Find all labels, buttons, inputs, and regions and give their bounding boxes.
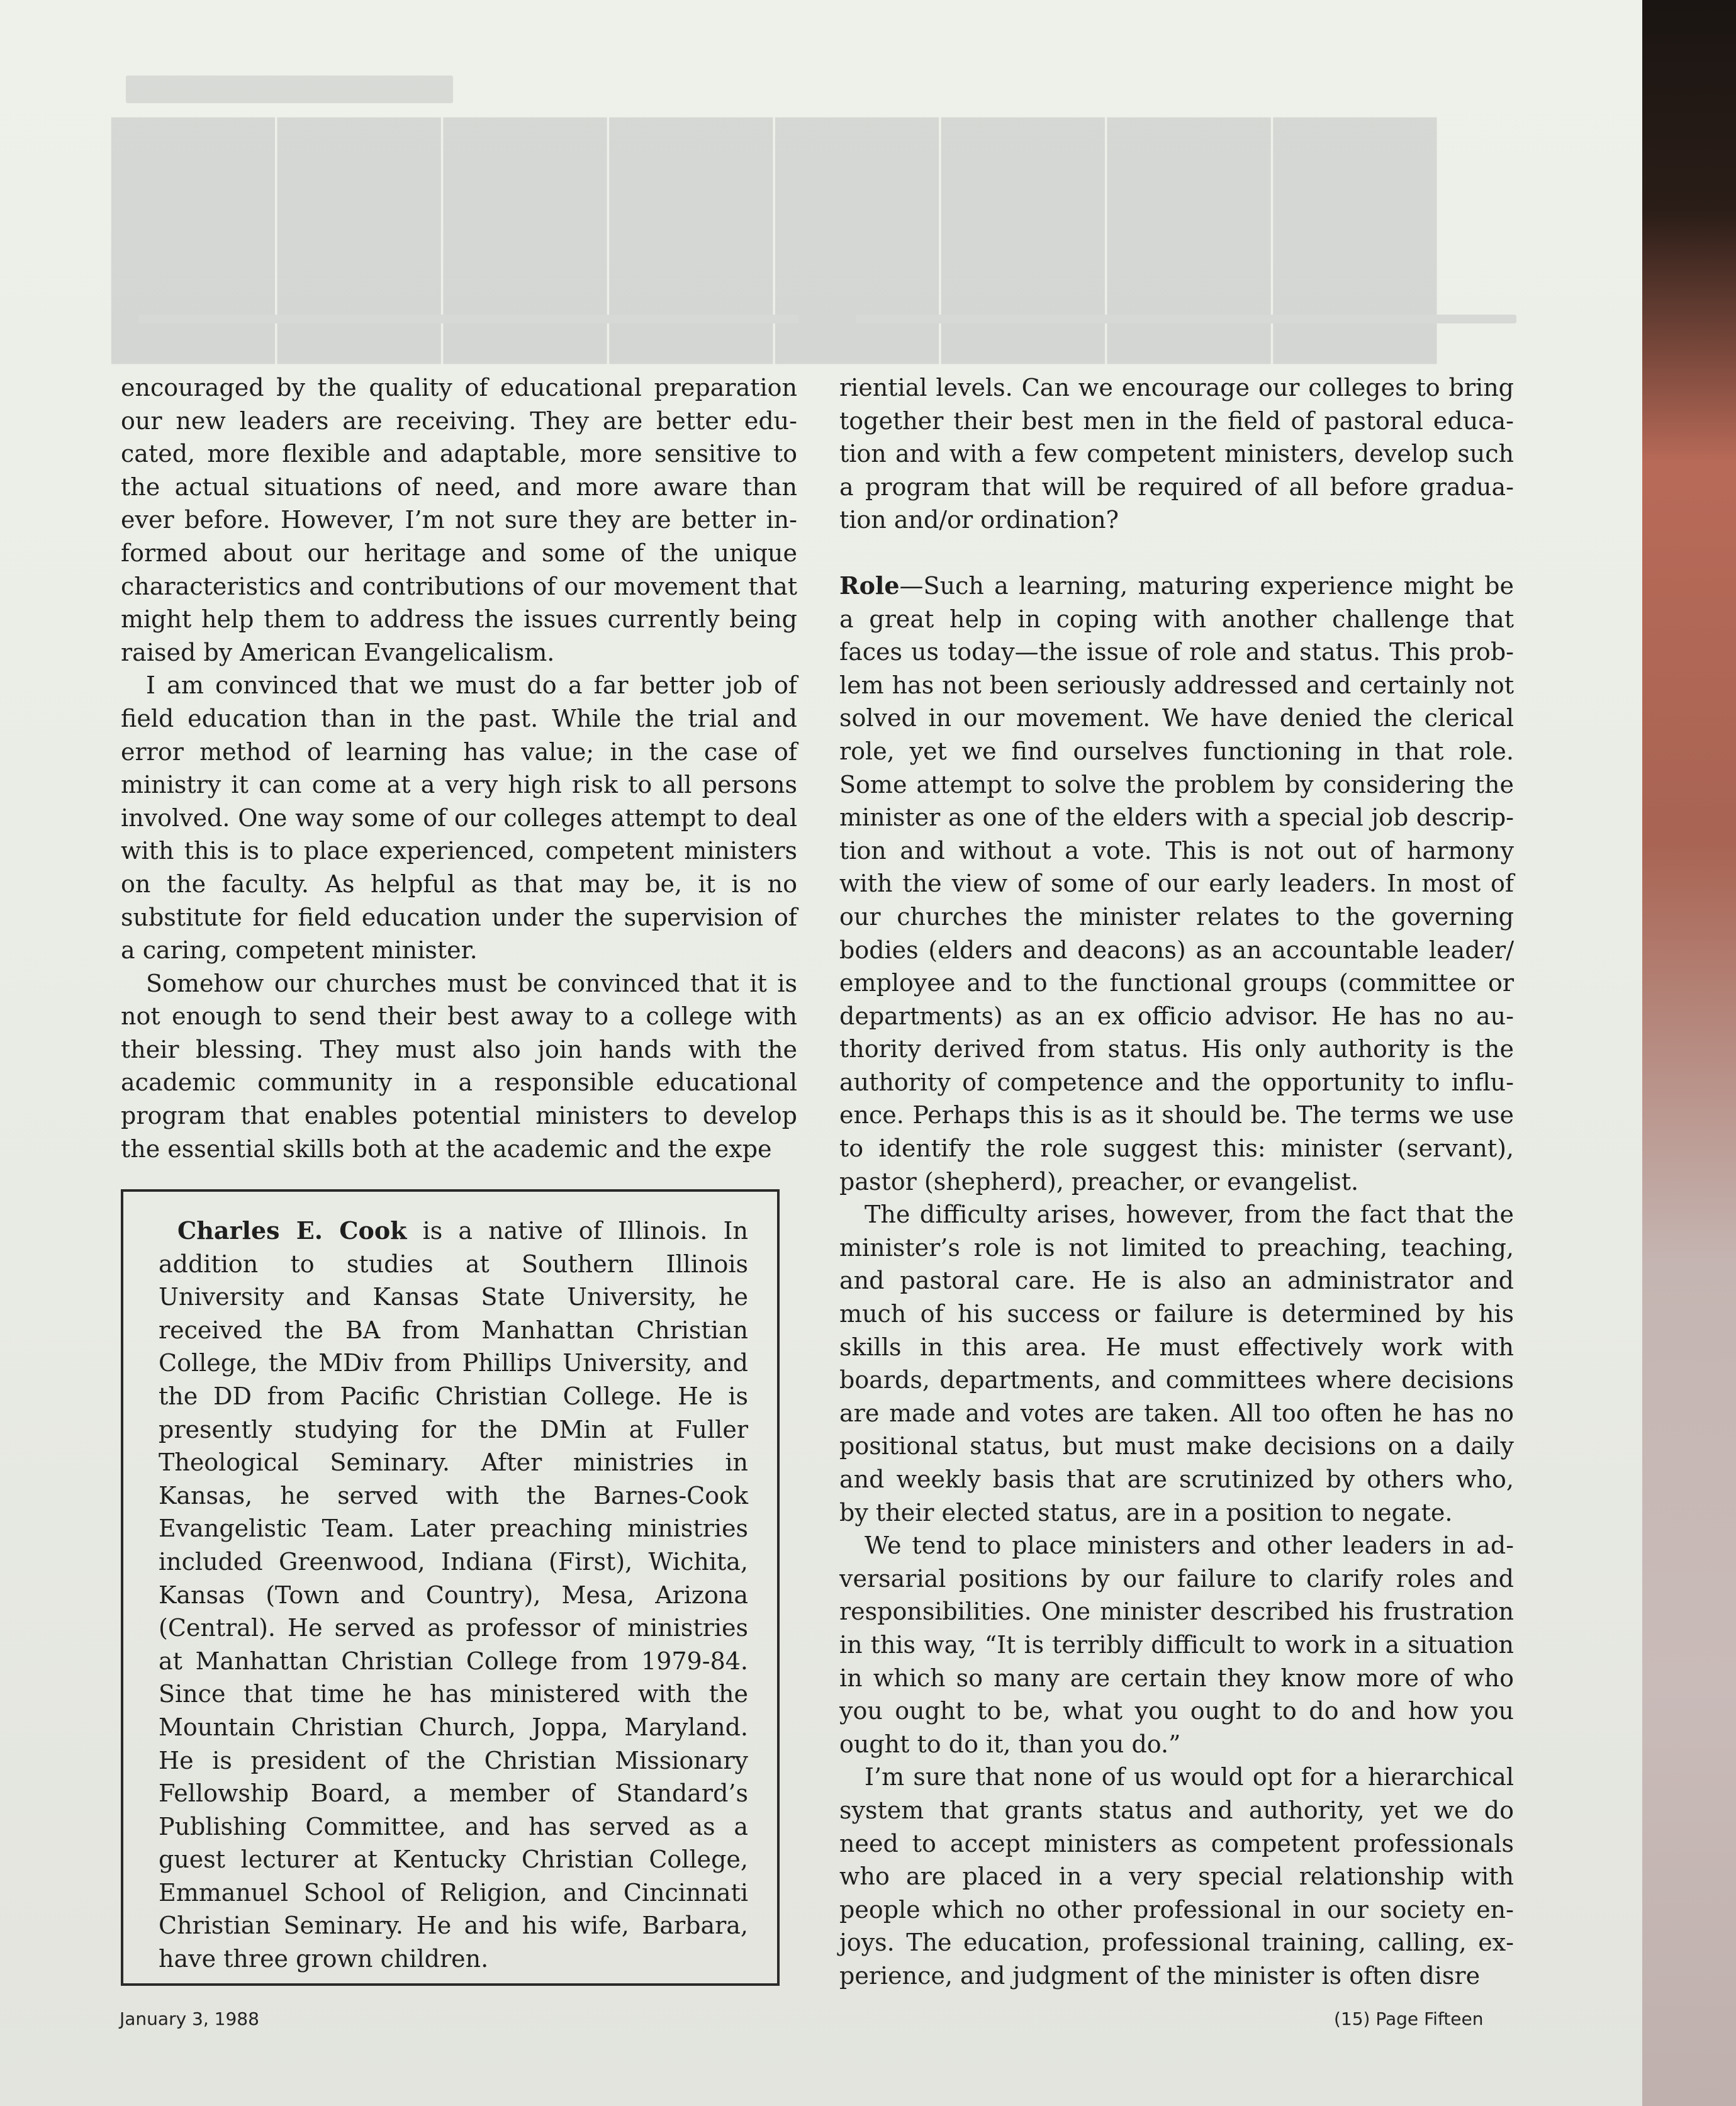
- paragraph: riential levels. Can we encourage our colleges to bring together their best men in the field of pastoral education and with a few competent ministers, develop such a program that will be required of all before graduation and/or ordination?: [839, 374, 1514, 534]
- adjacent-page-photo-edge: [1642, 0, 1736, 2106]
- paragraph: We tend to place ministers and other leaders in adversarial positions by our failure to clarify roles and responsibilities. One minister described his frustration in this way, “It is terribly difficult to work in a situation in which so many are certain they know more of who you ought to be, what you ought to do and how you ought to do it, than you do.”: [839, 1532, 1514, 1758]
- footer-page-number: (15) Page Fifteen: [1334, 2008, 1484, 2029]
- role-section-paragraph: [839, 569, 1514, 1198]
- article-column-right: [839, 371, 1514, 1993]
- paragraph: The difficulty arises, however, from the fact that the minister’s role is not limited to preaching, teaching, and pastoral care. He is also an administrator and much of his success or failure is determined by his skills in this area. He must effectively work with boards, departments, and committees where decisions are made and votes are taken. All too often he has no positional status, but must make decisions on a daily and weekly basis that are scrutinized by others who, by their elected status, are in a position to negate.: [839, 1201, 1514, 1526]
- section-heading-role: Role: [839, 571, 900, 600]
- bio-paragraph: [159, 1214, 748, 1976]
- paragraph: encouraged by the quality of educational preparation our new leaders are receiving. They are better educated, more flexible and adaptable, more sensitive to the actual situations of need, and more aware than ever before. However, I’m not sure they are better informed about our heritage and some of the unique characteristics and contributions of our movement that might help them to address the issues currently being raised by American Evangelicalism.: [121, 374, 797, 666]
- author-name: Charles E. Cook: [177, 1216, 407, 1245]
- paragraph: I’m sure that none of us would opt for a hierarchical system that grants status and authority, yet we do need to accept ministers as competent professionals who are placed in a very special relationship with people which no other professional in our society enjoys. The education, professional training, calling, experience, and judgment of the minister is often disre: [839, 1763, 1514, 1990]
- paragraph: Somehow our churches must be convinced that it is not enough to send their best away to a college with their blessing. They must also join hands with the academic community in a responsible educational program that enables potential ministers to develop the essential skills both at the academic and the expe: [121, 969, 797, 1163]
- article-column-left: [121, 371, 797, 1165]
- bio-text: is a native of Illinois. In addition to studies at Southern Illinois University and Kansas State University, he received the BA from Manhattan Christian College, the MDiv from Phillips University, and the DD from Pacific Christian College. He is presently studying for the DMin at Fuller Theological Seminary. After ministries in Kansas, he served with the Barnes-Cook Evangelistic Team. Later preaching ministries included Greenwood, Indiana (First), Wichita, Kansas (Town and Country), Mesa, Arizona (Central). He served as professor of ministries at Manhattan Christian College from 1979-84. Since that time he has ministered with the Mountain Christian Church, Joppa, Maryland. He is president of the Christian Missionary Fellowship Board, a member of Standard’s Publishing Committee, and has served as a guest lecturer at Kentucky Christian College, Emmanuel School of Religion, and Cincinnati Christian Seminary. He and his wife, Barbara, have three grown children.: [159, 1217, 749, 1973]
- paragraph: I am convinced that we must do a far better job of field education than in the past. While the trial and error method of learning has value; in the case of ministry it can come at a very high risk to all persons involved. One way some of our colleges attempt to deal with this is to place experienced, competent ministers on the faculty. As helpful as that may be, it is no substitute for field education under the supervision of a caring, competent minister.: [121, 671, 797, 965]
- footer-date: January 3, 1988: [120, 2008, 259, 2029]
- author-bio-box: [121, 1189, 780, 1986]
- role-text: —Such a learning, maturing experience might be a great help in coping with another challenge that faces us today—the issue of role and status. This problem has not been seriously addressed and certainly not solved in our movement. We have denied the clerical role, yet we find ourselves functioning in that role. Some attempt to solve the problem by considering the minister as one of the elders with a special job description and without a vote. This is not out of harmony with the view of some of our early leaders. In most of our churches the minister relates to the governing bodies (elders and deacons) as an accountable leader/ employee and to the functional groups (committee or departments) as an ex officio advisor. He has no authority derived from status. His only authority is the authority of competence and the opportunity to influence. Perhaps this is as it should be. The terms we use to identify the role suggest this: minister (servant), pastor (shepherd), preacher, or evangelist.: [839, 571, 1514, 1196]
- show-through-headline: ████████: [113, 76, 1529, 333]
